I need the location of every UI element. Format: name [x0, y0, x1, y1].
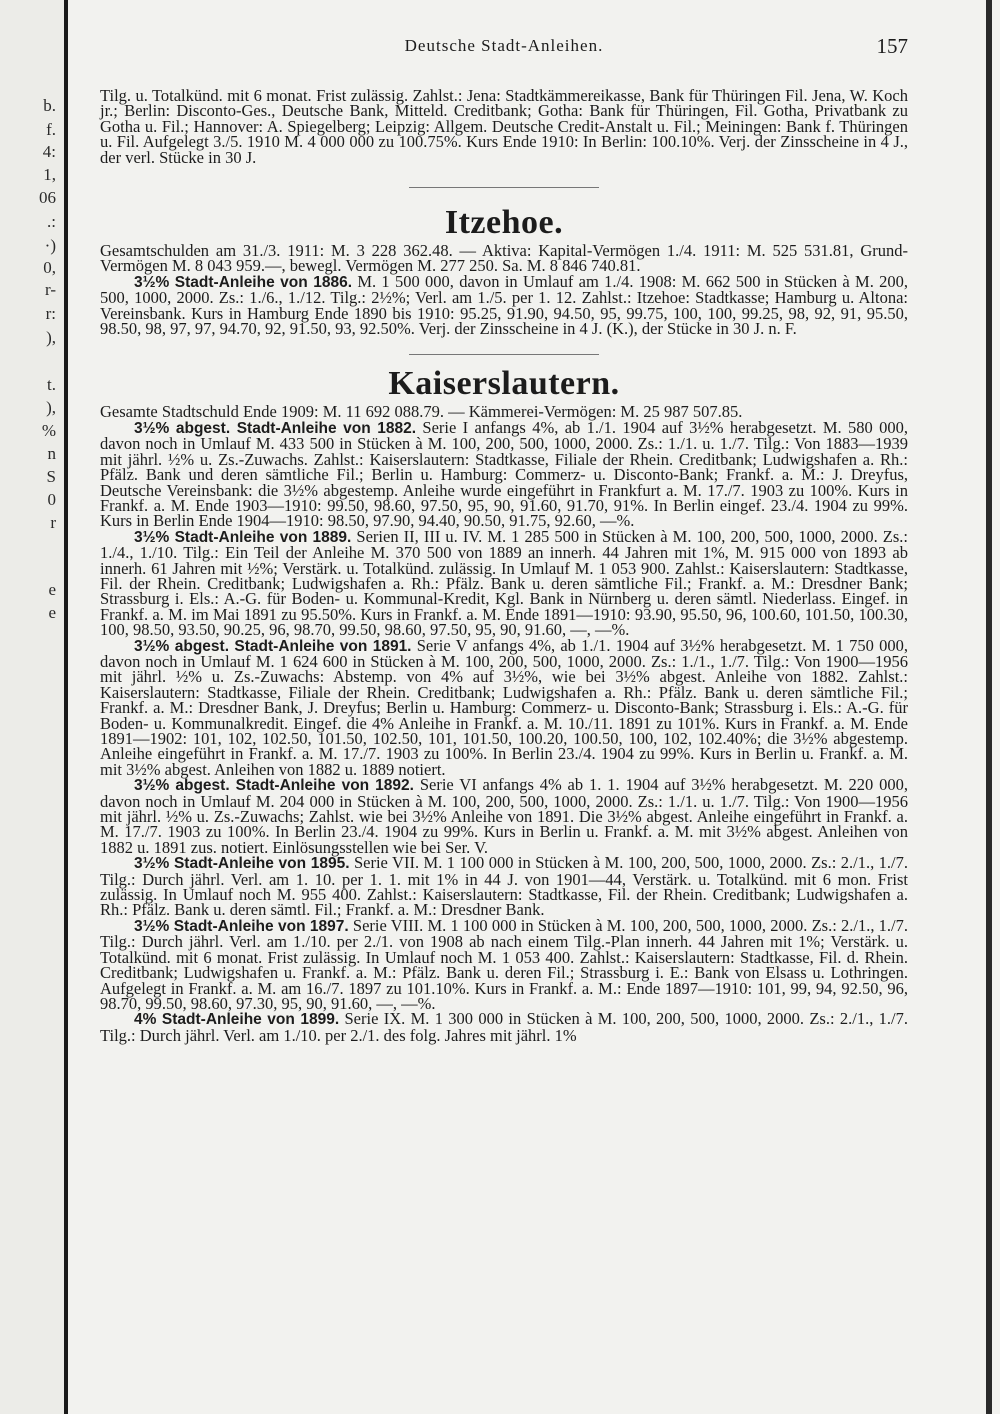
loan-heading: 3½% Stadt-Anleihe von 1897.	[134, 917, 349, 935]
loan-entry	[100, 915, 908, 1013]
section-divider	[409, 187, 599, 188]
margin-fragment: ),	[46, 328, 56, 347]
margin-fragment: 4:	[42, 142, 56, 161]
loan-text: M. 1 500 000, davon in Umlauf am 1./4. 1908: M. 662 500 in Stücken à M. 200, 500, 1000, 2000. Zs.: 1./6., 1./12. Tilg.: 2½%; Verl. am 1./5. per 1. 12. Zahlst.: Itzehoe: Stadtkasse; Hamburg u. Altona: Vereinsbank. Kurs in Hamburg Ende 1890 bis 1910: 95.25, 91.90, 94.50, 95, 99.75, 100, 100, 99.25, 98, 92, 91, 95.50, 98.50, 98, 97, 97, 94.70, 92, 91.50, 93, 92.50%. Verj. der Zinsscheine in 4 J. (K.), der Stücke in 30 J. n. F.	[100, 271, 909, 339]
loan-text: Serie IX. M. 1 300 000 in Stücken à M. 100, 200, 500, 1000, 2000. Zs.: 2./1., 1./7. Tilg.: Durch jährl. Verl. am 1./10. per 2./1. des folg. Jahres mit jährl. 1%	[100, 1009, 909, 1045]
loan-heading: 3½% Stadt-Anleihe von 1895.	[134, 855, 350, 873]
margin-fragment: 1,	[43, 165, 56, 184]
loan-heading: 3½% Stadt-Anleihe von 1889.	[134, 528, 352, 546]
loan-text: Serien II, III u. IV. M. 1 285 500 in Stücken à M. 100, 200, 500, 1000, 2000. Zs.: 1./4., 1./10. Tilg.: Ein Teil der Anleihe M. 370 500 von 1889 an innerh. 44 Jahren mit 1%, M. 915 000 von 1893 ab innerh. 61 Jahren mit ½%; Verstärk. u. Totalkünd. zulässig. In Umlauf M. 1 053 900. Zahlst.: Kaiserslautern: Stadtkasse, Fil. der Rhein. Creditbank; Ludwigshafen a. Rh.: Pfälz. Bank u. deren sämtliche Fil.; Frankf. a. M.: Dresdner Bank; Strassburg i. Els.: A.-G. für Boden- u. Kommunal-Kredit, Kgl. Bank in Nürnberg u. deren sämtl. Niederlass. Eingef. in Frankf. a. M. im Mai 1891 zu 95.50%. Kurs in Frankf. a. M. Ende 1891—1910: 93.90, 95.50, 96, 100.60, 101.50, 100.30, 100, 98.50, 93.50, 90.25, 96, 98.70, 99.50, 98.60, 97.50, 95, 90, 91.60, —, —%.	[100, 526, 909, 640]
loan-entry	[100, 1011, 908, 1043]
margin-fragment: e	[48, 603, 56, 622]
margin-fragment: .:	[47, 212, 56, 231]
margin-fragment: t.	[47, 375, 56, 394]
city-summary-kaiserslautern: Gesamte Stadtschuld Ende 1909: M. 11 692 088.79. — Kämmerei-Vermögen: M. 25 987 507.85.	[100, 402, 743, 422]
loan-text: Serie I anfangs 4%, ab 1./1. 1904 auf 3½% herabgesetzt. M. 580 000, davon noch in Umlauf M. 433 500 in Stücken à M. 100, 200, 500, 1000, 2000. Zs.: 1./1. u. 1./7. Tilg.: Von 1883—1939 mit jährl. ½% u. Zs.-Zuwachs. Zahlst.: Kaiserslautern: Stadtkasse, Filiale der Rhein. Creditbank; Ludwigshafen a. Rh.: Pfälz. Bank und deren sämtliche Fil.; Berlin u. Hamburg: Commerz- u. Disconto-Bank; Frankf. a. M.: J. Dreyfus, Deutsche Vereinsbank: die 3½% abgestemp. Anleihe wurde eingeführt in Frankfurt a. M. 17./7. 1903 zu 100%. Kurs in Frankf. a. M. Ende 1903—1910: 99.50, 98.60, 97.50, 95, 90, 91.60, 91.70, 91%. In Berlin eingef. 23./4. 1904 zu 99%. Kurs in Berlin Ende 1904—1910: 98.50, 97.90, 94.40, 90.50, 91.75, 92.60, —%.	[100, 417, 908, 531]
loan-heading: 3½% Stadt-Anleihe von 1886.	[134, 273, 353, 291]
loan-heading: 3½% abgest. Stadt-Anleihe von 1891.	[134, 637, 412, 655]
city-heading-kaiserslautern: Kaiserslautern.	[388, 365, 620, 403]
loan-heading: 3½% abgest. Stadt-Anleihe von 1892.	[134, 777, 414, 795]
loan-entry	[100, 526, 909, 640]
left-margin-gutter	[0, 0, 68, 1414]
loan-text: Serie VIII. M. 1 100 000 in Stücken à M. 100, 200, 500, 1000, 2000. Zs.: 2./1., 1./7. Tilg.: Durch jährl. Verl. am 1./10. per 2./1. von 1908 ab nach einem Tilg.-Plan innerh. 44 Jahren mit 1%; Verstärk. u. Totalkünd. mit 6 monat. Frist zulässig. In Umlauf noch M. 1 053 400. Zahlst.: Kaiserslautern: Stadtkasse, Fil. d. Rhein. Creditbank; Ludwigshafen u. Frankf. a. M.: Pfälz. Bank u. deren Fil.; Strassburg i. E.: Bank von Elsass u. Lothringen. Aufgelegt in Frankf. a. M. am 16./7. 1897 zu 101.10%. Kurs in Frankf. a. M.: Ende 1897—1910: 101, 99, 94, 92.50, 96, 98.70, 99.50, 98.60, 97.30, 95, 90, 91.60, —, —%.	[100, 915, 908, 1013]
loan-text: Serie VII. M. 1 100 000 in Stücken à M. 100, 200, 500, 1000, 2000. Zs.: 2./1., 1./7. Tilg.: Durch jährl. Verl. am 1. 10. per 1. 1. mit 1% in 44 J. von 1901—44, Verstärk. u. Totalkünd. mit 6 mon. Frist zulässig. In Umlauf noch M. 955 400. Zahlst.: Kaiserslautern: Stadtkasse, Fil. der Rhein. Creditbank; Ludwigshafen a. Rh.: Pfälz. Bank u. deren sämtl. Fil.; Frankf. a. M.: Dresdner Bank.	[100, 853, 908, 920]
intro-paragraph: Tilg. u. Totalkünd. mit 6 monat. Frist zulässig. Zahlst.: Jena: Stadtkämmereikasse, Bank für Thüringen Fil. Jena, W. Koch jr.; Berlin: Disconto-Ges., Deutsche Bank, Mitteld. Creditbank; Gotha: Bank für Thüringen, Fil. Gotha, Privatbank zu Gotha u. Fil.; Hannover: A. Spiegelberg; Leipzig: Allgem. Deutsche Credit-Anstalt u. Fil.; Meiningen: Bank f. Thüringen u. Fil. Aufgelegt 3./5. 1910 M. 4 000 000 zu 100.75%. Kurs Ende 1910: In Berlin: 100.10%. Verj. der Zinsscheine in 4 J., der verl. Stücke in 30 J.	[100, 86, 908, 167]
margin-fragment: r:	[45, 304, 56, 323]
running-head	[100, 30, 908, 60]
margin-fragment: 0,	[43, 258, 56, 277]
margin-fragment: ),	[46, 398, 56, 417]
margin-fragment: b.	[43, 96, 56, 115]
margin-fragment: e	[48, 580, 56, 599]
loan-entry	[100, 777, 908, 855]
running-title: Deutsche Stadt-Anleihen.	[404, 36, 604, 55]
page-number: 157	[876, 34, 908, 58]
city-heading-itzehoe: Itzehoe.	[444, 204, 564, 242]
margin-fragment: r	[50, 513, 56, 532]
margin-fragment: 06	[39, 188, 56, 207]
margin-fragment: ·)	[44, 236, 56, 255]
margin-fragment: S	[46, 467, 56, 486]
margin-fragment: 0	[47, 490, 56, 509]
margin-fragment: n	[47, 444, 56, 463]
margin-fragment: %	[41, 421, 56, 440]
loan-heading: 3½% abgest. Stadt-Anleihe von 1882.	[134, 419, 417, 437]
loan-heading: 4% Stadt-Anleihe von 1899.	[134, 1011, 340, 1029]
page-body	[100, 30, 908, 1043]
margin-fragment: r-	[45, 280, 56, 299]
loan-entry	[100, 417, 908, 531]
margin-fragment: f.	[46, 120, 56, 139]
loan-text: Serie V anfangs 4%, ab 1./1. 1904 auf 3½% herabgesetzt. M. 1 750 000, davon noch in Umlauf M. 1 624 600 in Stücken à M. 100, 200, 500, 1000, 2000. Zs.: 1./1., 1./7. Tilg.: Von 1900—1956 mit jährl. ½% u. Zs.-Zuwachs: Abstemp. von 4% auf 3½%, wie bei 3½% abgest. Anleihe von 1882. Zahlst.: Kaiserslautern: Stadtkasse, Filiale der Rhein. Creditbank; Ludwigshafen a. Rh.: Pfälz. Bank u. deren sämtliche Fil.; Frankf. a. M.: Dresdner Bank, J. Dreyfus; Berlin u. Hamburg: Commerz- u. Disconto-Bank; Strassburg i. Els.: A.-G. für Boden- u. Kommunalkredit. Eingef. die 4% Anleihe in Frankf. a. M. 10./11. 1891 zu 101%. Kurs in Frankf. a. M. Ende 1891—1902: 101, 102, 102.50, 101.50, 102.50, 101, 101.50, 100.20, 100.50, 100, 102, 102.40%; die 3½% abgestemp. Anleihe eingeführt in Frankf. a. M. 17./7. 1903 zu 100%. In Berlin 23./4. 1904 zu 99%. Kurs in Berlin u. Frankf. a. M. mit 3½% abgest. Anleihen von 1882 u. 1889 notiert.	[100, 635, 909, 779]
loan-entry	[100, 635, 909, 779]
city-summary-itzehoe: Gesamtschulden am 31./3. 1911: M. 3 228 362.48. — Aktiva: Kapital-Vermögen 1./4. 1911: M. 525 531.81, Grund-Vermögen M. 8 043 959.—, bewegl. Vermögen M. 277 250. Sa. M. 8 846 740.81.	[100, 241, 908, 276]
loan-entry	[100, 271, 909, 339]
right-page-edge	[986, 0, 992, 1414]
loan-entry	[100, 855, 908, 918]
section-divider	[409, 354, 599, 355]
loan-text: Serie VI anfangs 4% ab 1. 1. 1904 auf 3½% herabgesetzt. M. 220 000, davon noch in Umlauf M. 204 000 in Stücken à M. 100, 200, 500, 1000, 2000. Zs.: 1./1. u. 1./7. Tilg.: Von 1900—1956 mit jährl. ½% u. Zs.-Zuwachs; Zahlst. wie bei 3½% Anleihe von 1891. Die 3½% abgest. Anleihe eingeführt in Frankf. a. M. 17./7. 1903 zu 100%. In Berlin 23./4. 1904 zu 99%. Kurs in Berlin u. Frankf. a. M. mit 3½% abgest. Anleihen von 1882 u. 1891 zus. notiert. Einlösungsstellen wie bei Ser. V.	[100, 775, 908, 857]
